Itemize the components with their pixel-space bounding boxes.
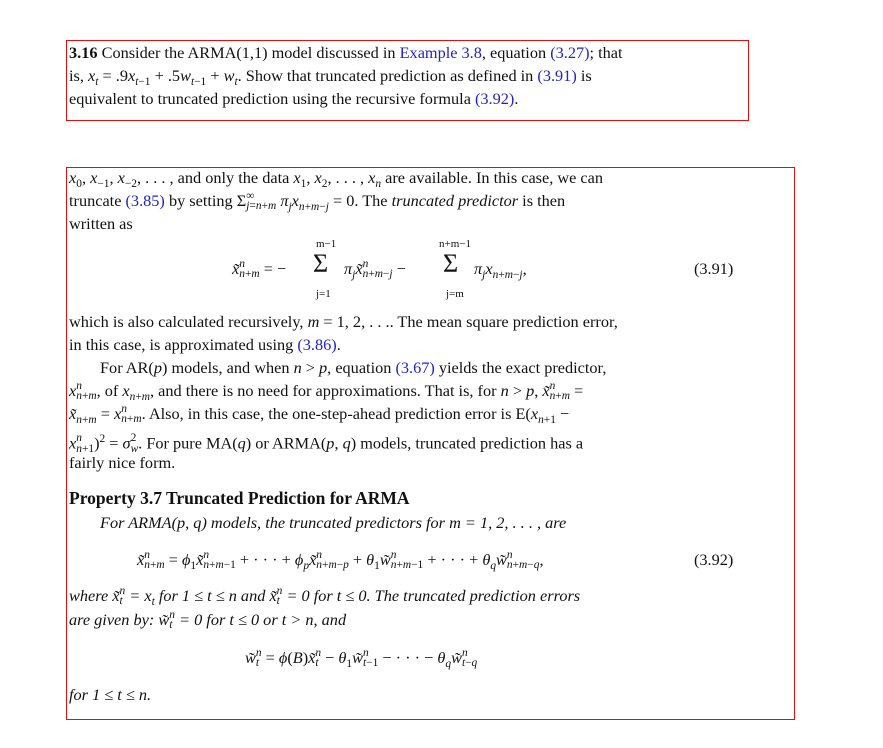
link-eq-3-86[interactable]: (3.86) bbox=[297, 335, 337, 354]
equation-label-3-91: (3.91) bbox=[694, 259, 734, 278]
excerpt-para3-line-3: $x̃_{n+m} = x$ n n+m . Also, in this case, the one-step-ahead prediction error is $E(x_{n+1}$ − bbox=[69, 403, 570, 426]
excerpt-line-2: truncate (3.85) by setting Σ ∞ j=n+m $\pi_jx_{n+m-j} = 0$. The truncated predictor is then bbox=[69, 190, 566, 213]
exercise-line-1: 3.16 Consider the ARMA(1,1) model discussed in Example 3.8, equation (3.27); that bbox=[69, 43, 623, 62]
excerpt-para2-line-2: in this case, is approximated using (3.86). bbox=[69, 335, 341, 354]
where-line-2: are given by: w̃ n t = 0 for t ≤ 0 or t > n, and bbox=[69, 609, 347, 632]
link-eq-3-27[interactable]: (3.27) bbox=[550, 43, 590, 62]
exercise-line-3: equivalent to truncated prediction using the recursive formula (3.92). bbox=[69, 89, 519, 108]
link-eq-3-91[interactable]: (3.91) bbox=[537, 66, 577, 85]
excerpt-para3-line-4: x n n+1 )$^2$ = σ 2 w . For pure MA(q) or ARMA(p, q) models, truncated prediction has a bbox=[69, 432, 584, 455]
equation-label-3-92: (3.92) bbox=[694, 550, 734, 569]
link-eq-3-92[interactable]: (3.92) bbox=[475, 89, 515, 108]
excerpt-para3-line-2: x n n+m , of $x_{n+m}$, and there is no need for approximations. That is, for n > p, x̃ n n+m = bbox=[69, 380, 584, 403]
equation-3-92: x̃ n n+m = $\phi_1x̃$ n n+m−1 + · · · + $\phi_px̃$ n n+m−p + $\theta_1w̃$ n n+m−1 + · · · + $\theta_qw̃$ n n+m−q , bbox=[137, 549, 544, 572]
final-line: for 1 ≤ t ≤ n. bbox=[69, 685, 152, 704]
property-intro: For ARMA(p, q) models, the truncated predictors for m = 1, 2, . . . , are bbox=[100, 513, 567, 532]
link-eq-3-67[interactable]: (3.67) bbox=[395, 358, 435, 377]
excerpt-para3-line-1: For AR(p) models, and when n > p, equation (3.67) yields the exact predictor, bbox=[100, 358, 607, 377]
excerpt-para2-line-1: which is also calculated recursively, m = 1, 2, . . .. The mean square prediction error, bbox=[69, 312, 618, 331]
excerpt-line-1: $x_0$, $x_{-1}$, $x_{-2}$, . . . , and only the data $x_1$, $x_2$, . . . , $x_n$ are available. In this case, we can bbox=[69, 168, 604, 190]
link-eq-3-85[interactable]: (3.85) bbox=[125, 191, 165, 210]
link-example-3-8[interactable]: Example 3.8 bbox=[399, 43, 482, 62]
where-line-1: where x̃ n t = $x_t$ for 1 ≤ t ≤ n and x̃ n t = 0 for t ≤ 0. The truncated prediction errors bbox=[69, 585, 581, 608]
equation-residuals: w̃ n t = ϕ(B)x̃ n t − $\theta_1w̃$ n t−1 − · · · − $\theta_qw̃$ n t−q bbox=[245, 647, 478, 670]
excerpt-line-3: written as bbox=[69, 214, 133, 233]
exercise-number: 3.16 bbox=[69, 43, 98, 62]
property-title: Property 3.7 Truncated Prediction for ARMA bbox=[69, 488, 410, 508]
exercise-line-2: is, $x_t = .9x_{t-1} + .5w_{t-1} + w_t$. Show that truncated prediction as defined in (3.91) is bbox=[69, 66, 592, 88]
excerpt-para3-line-5: fairly nice form. bbox=[69, 453, 176, 472]
